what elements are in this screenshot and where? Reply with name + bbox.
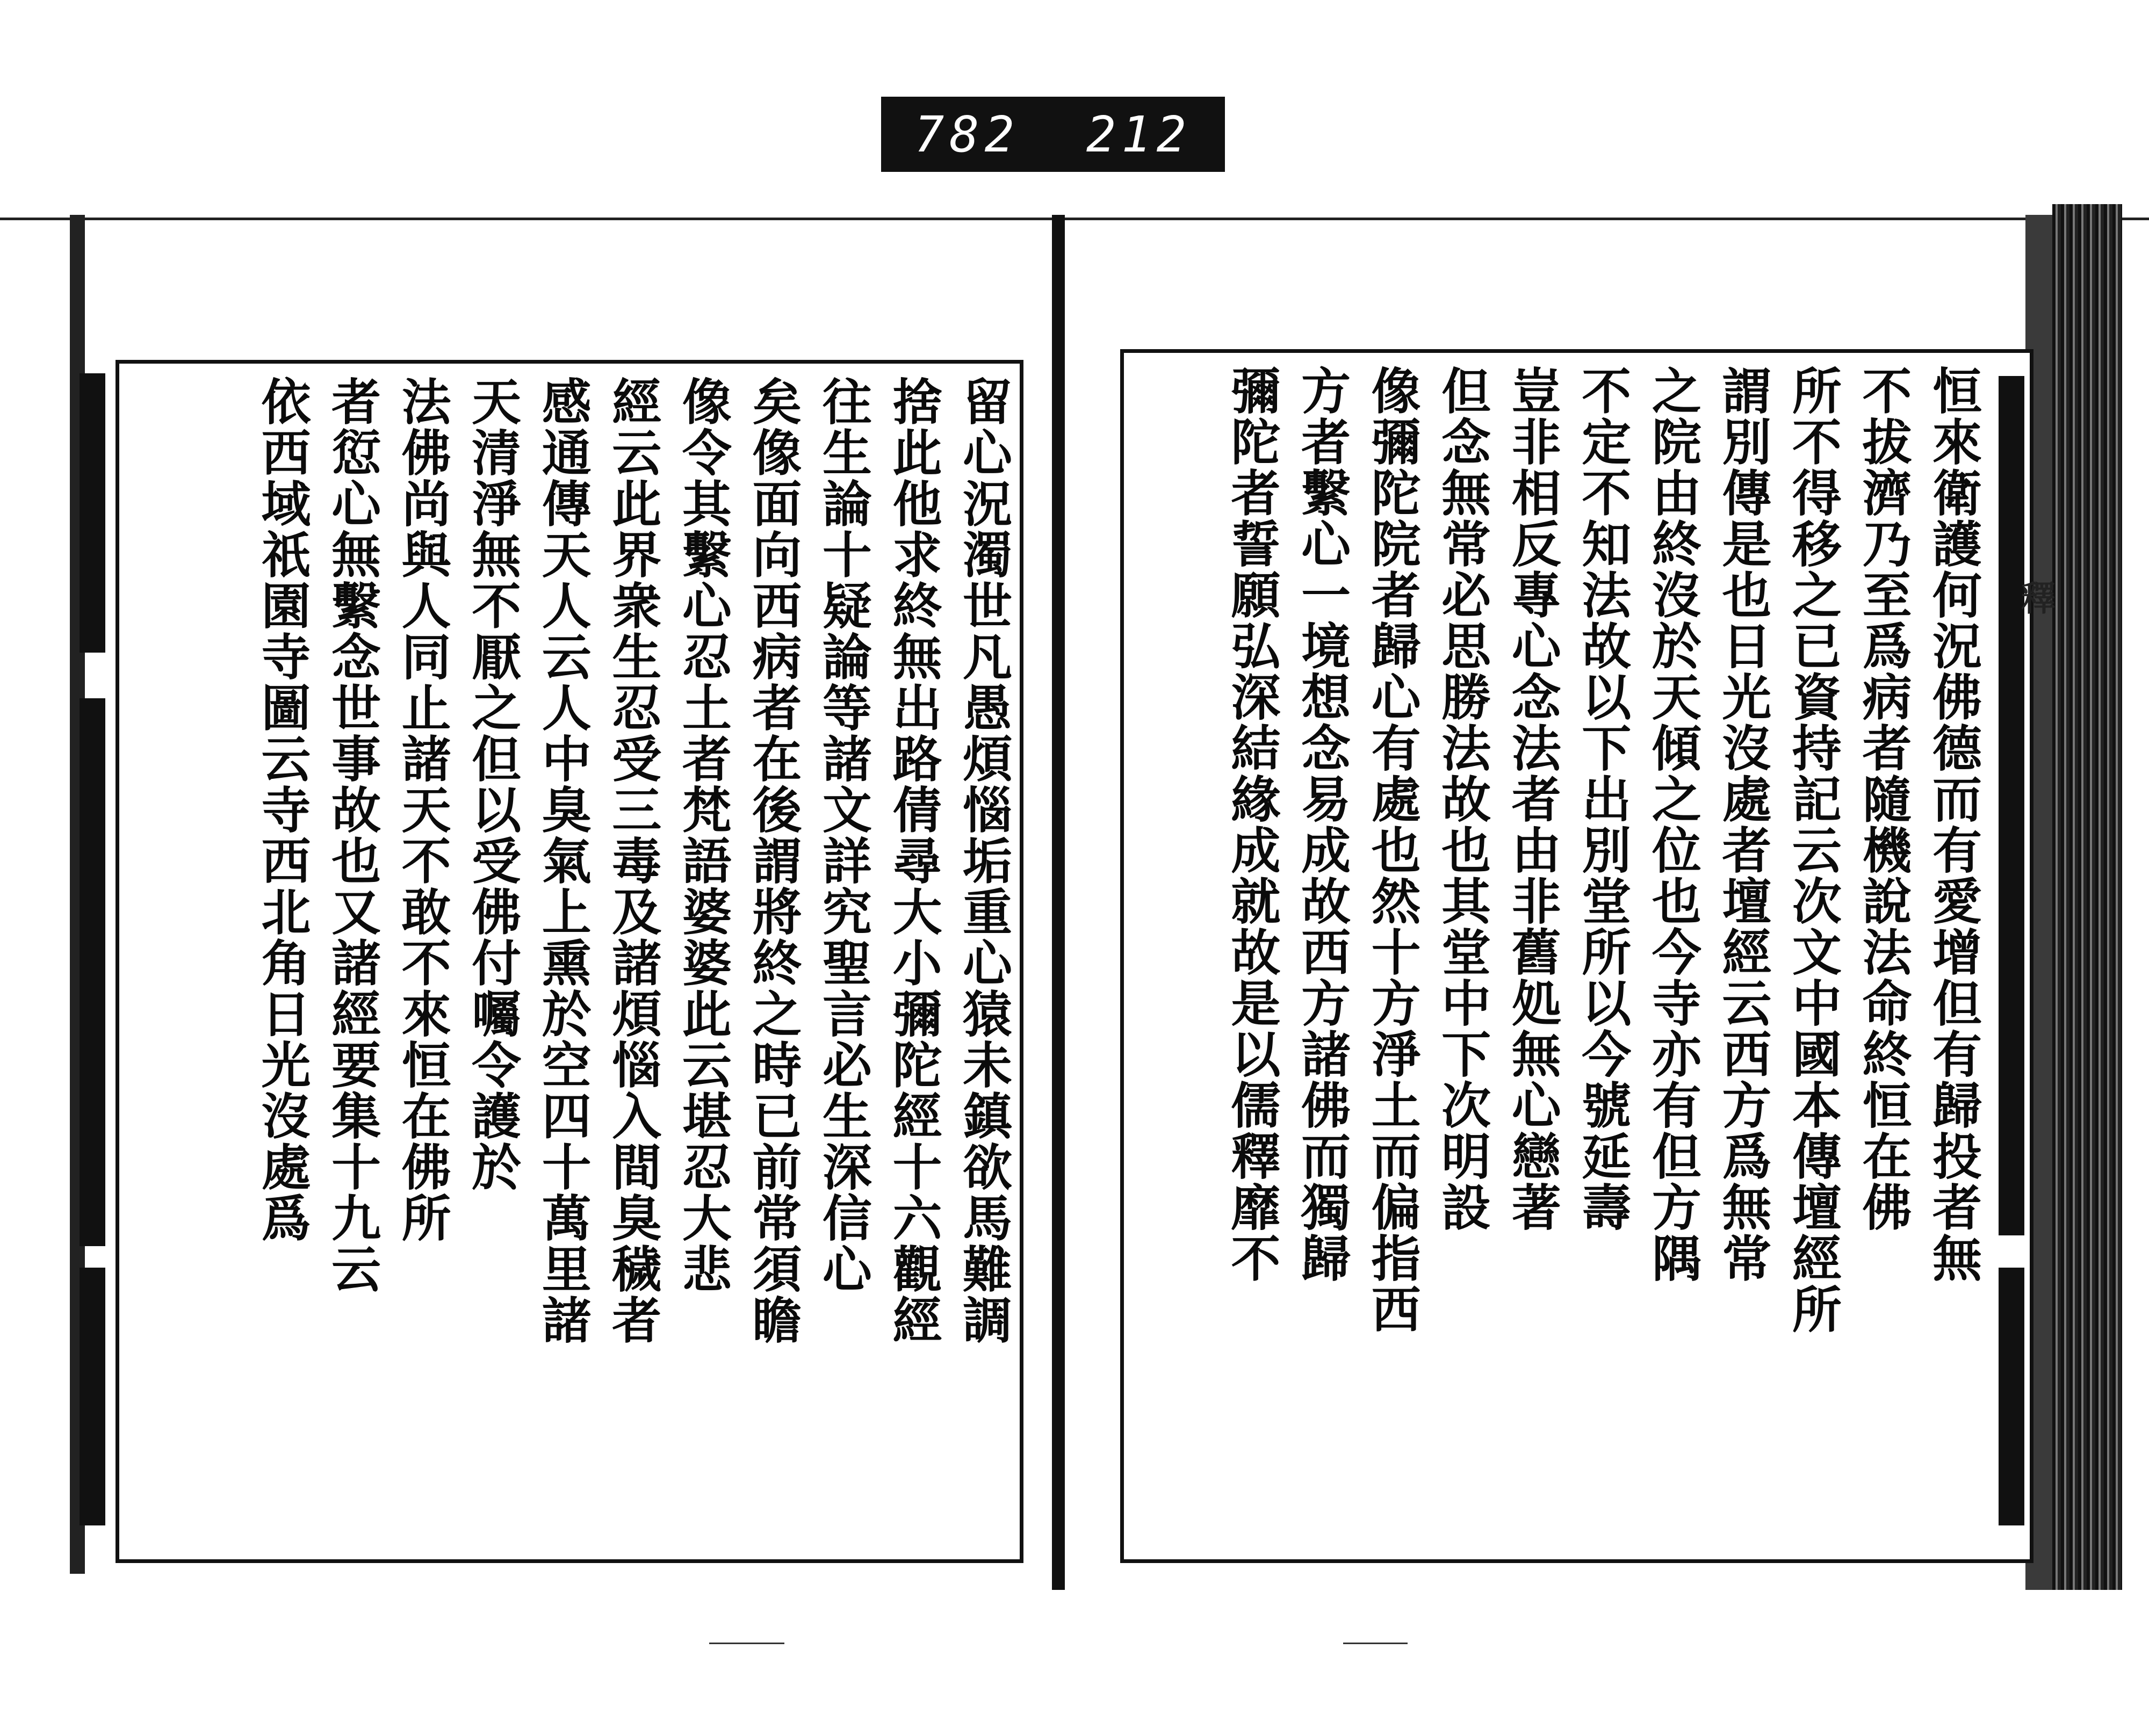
text-column: 但念無常必思勝法故也其堂中下次明設 [1433, 365, 1492, 1233]
text-column: 不拔濟乃至爲病者隨機說法命終恒在佛 [1854, 365, 1913, 1233]
right-margin-tab [1999, 1268, 2024, 1525]
book-spine [1052, 215, 1065, 1590]
text-column: 依西域祇園寺圖云寺西北角日光沒處爲 [253, 376, 312, 1243]
right-text-columns [1134, 365, 1982, 1547]
text-column: 恒來衛護何況佛德而有愛增但有歸投者無 [1924, 365, 1982, 1284]
frame-number-label [881, 97, 1225, 172]
text-column: 所不得移之已資持記云次文中國本傳壇經所 [1784, 365, 1842, 1335]
text-column: 像令其繫心忍土者梵語婆婆此云堪忍大悲 [674, 376, 732, 1294]
text-column: 法佛尚與人同止諸天不敢不來恒在佛所 [393, 376, 452, 1243]
text-column: 捨此他求終無出路倩尋大小彌陀經十六觀經 [884, 376, 943, 1346]
text-column: 矣像面向西病者在後謂將終之時已前常須瞻 [744, 376, 803, 1346]
footer-mark [1343, 1643, 1408, 1644]
left-margin-tab [80, 373, 105, 653]
text-column: 往生論十疑論等諸文詳究聖言必生深信心 [814, 376, 872, 1294]
text-column: 豈非相反專心念法者由非舊処無心戀著 [1503, 365, 1562, 1233]
text-column: 不定不知法故以下出別堂所以今號延壽 [1574, 365, 1632, 1233]
text-column: 者愆心無繫念世事故也又諸經要集十九云 [323, 376, 382, 1294]
text-column: 留心況濁世凡愚煩惱垢重心猿未鎮欲馬難調 [955, 376, 1013, 1346]
text-column: 彌陀者誓願弘深結緣成就故是以儒釋靡不 [1223, 365, 1281, 1284]
footer-mark [709, 1643, 784, 1644]
text-column: 經云此界衆生忍受三毒及諸煩惱入間臭穢者 [604, 376, 662, 1346]
frame-number-right: 212 [1086, 105, 1192, 163]
left-margin-tab [80, 1268, 105, 1525]
frame-number-left: 782 [914, 105, 1020, 163]
left-margin-tab [80, 698, 105, 1246]
text-column: 像彌陀院者歸心有處也然十方淨土而偏指西 [1363, 365, 1422, 1335]
text-column: 謂別傳是也日光沒處者壇經云西方爲無常 [1714, 365, 1772, 1284]
marginal-header: 釋 [2015, 580, 2056, 614]
text-column: 天清淨無不厭之但以受佛付囑令護於 [464, 376, 522, 1192]
text-column: 方者繫心一境想念易成故西方諸佛而獨歸 [1293, 365, 1352, 1284]
left-text-columns [132, 376, 1013, 1547]
right-page-edge [2052, 204, 2122, 1590]
right-margin-tab [1999, 376, 2024, 1235]
text-column: 感通傳天人云人中臭氣上熏於空四十萬里諸 [533, 376, 592, 1346]
text-column: 之院由終沒於天傾之位也今寺亦有但方隅 [1643, 365, 1702, 1284]
